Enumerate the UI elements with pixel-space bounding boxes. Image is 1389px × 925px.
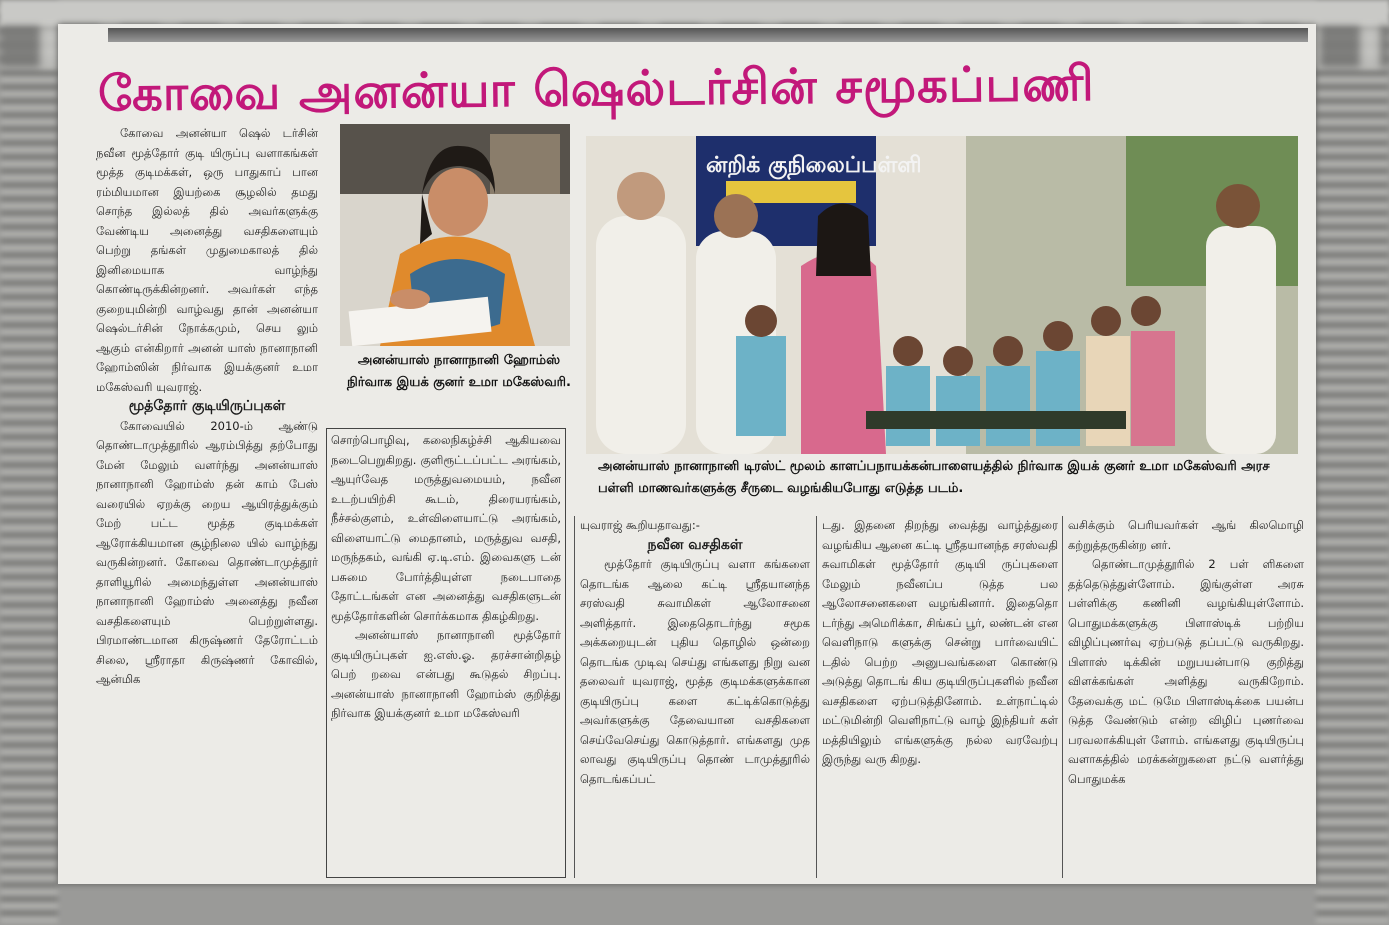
header-rule [108, 28, 1308, 42]
col3-lead: யுவராஜ் கூறியதாவது:- [580, 518, 700, 532]
column-divider [1062, 516, 1063, 878]
school-banner-text: ன்றிக் குநிலைப்பள்ளி [706, 153, 922, 178]
photo-uniform-distribution [586, 136, 1298, 454]
col5-body-1: வசிக்கும் பெரியவர்கள் ஆங் கிலமொழி கற்றுத்தருகின்ற னர். [1068, 518, 1304, 552]
article-column-3 [580, 516, 810, 878]
background-blur-left [0, 0, 58, 925]
photo2-caption: அனன்யாஸ் நானாநானி டிரஸ்ட் மூலம் காளப்பநாயக்கன்பாளையத்தில் நிர்வாக இயக் குனர் உமா மகேஸ்வரி அரச பள்ளி மாணவர்களுக்கு சீருடை வழங்கியபோது எடுத்த படம். [598, 459, 1270, 496]
background-blur-top [0, 0, 1389, 26]
column-divider [816, 516, 817, 878]
col4-body: டது. இதனை திறந்து வைத்து வாழ்த்துரை வழங்கிய ஆனை கட்டி ஸ்ரீதயானந்த சரஸ்வதி சுவாமிகள் மூத்தோர் குடியி ருப்புகளை மேலும் நவீனப்ப டுத்த பல ஆலோசனைகளை வழங்கினார். இதைதொ டர்ந்து அமெரிக்கா, சிங்கப் பூர், லண்டன் என வெளிநாடு களுக்கு சென்று பார்வையிட் டதில் பெற்ற அனுபவங்களை கொண்டு அடுத்து தொடங் கிய குடியிருப்புகளில் நவீன வசதிகளை ஏற்படுத்தினோம். உள்நாட்டில் மட்டுமின்றி வெளிநாட்டு வாழ் இந்தியர் கள் மத்தியிலும் எங்களுக்கு நல்ல வரவேற்பு இருந்து வரு கிறது. [822, 518, 1058, 766]
col2-body-2: அனன்யாஸ் நானாநானி மூத்தோர் குடியிருப்புகள் ஐ.எஸ்.ஓ. தரச்சான்றிதழ் பெற் றவை என்பது கூடுதல் சிறப்பு. அனன்யாஸ் நானாநானி ஹோம்ஸ் குறித்து நிர்வாக இயக்குனர் உமா மகேஸ்வரி [331, 628, 561, 720]
photo1-caption: அனன்யாஸ் நானாநானி ஹோம்ஸ் நிர்வாக இயக் குனர் உமா மகேஸ்வரி. [347, 353, 571, 390]
article-headline: கோவை அனன்யா ஷெல்டர்சின் சமூகப்பணி [97, 55, 1095, 123]
col1-intro: கோவை அனன்யா ஷெல் டர்சின் நவீன மூத்தோர் குடி யிருப்பு வளாகங்கள் மூத்த குடிமக்கள், ஒரு பாதுகாப் பான ரம்மியமான இயற்கை சூழலில் தமது சொந்த இல்லத் தில் அவர்களுக்கு வேண்டிய அனைத்து வசதிகளையும் பெற்று தங்கள் முதுமைகாலத் தில் இனிமையாக வாழ்ந்து கொண்டிருக்கின்றனர். அவர்கள் எந்த குறையுமின்றி வாழ்வது தான் அனன்யா ஷெல்டர்சின் நோக்கமும், செய லும் ஆகும் என்கிறார் அனன் யாஸ் நானாநானி ஹோம்ஸின் நிர்வாக இயக்குனர் உமா மகேஸ்வரி யுவராஜ். [96, 126, 318, 394]
col5-body-2: தொண்டாமுத்தூரில் 2 பள் ளிகளை தத்தெடுத்துள்ளோம். இங்குள்ள அரசு பள்ளிக்கு கணினி வழங்கியுள்ளோம். பொதுமக்களுக்கு பிளாஸ்டிக் பற்றிய விழிப்புணர்வு ஏற்படுத் தப்பட்டு வருகிறது. பிளாஸ் டிக்கின் மறுபயன்பாடு குறித்து விளக்கங்கள் அளித்து வருகிறோம். தேவைக்கு மட் டுமே பிளாஸ்டிக்கை பயன்ப டுத்த வேண்டும் என்ற விழிப் புணர்வை பரவலாக்கியுள் ளோம். எங்களது குடியிருப்பு வளாகத்தில் மரக்கன்றுகளை நட்டு வளர்த்து பொதுமக்க [1068, 557, 1304, 786]
col1-subheading: மூத்தோர் குடியிருப்புகள் [128, 398, 286, 414]
col3-body: மூத்தோர் குடியிருப்பு வளா கங்களை தொடங்க ஆலை கட்டி ஸ்ரீதயானந்த சரஸ்வதி சுவாமிகள் ஆலோசனை அளித்தார். இதைதொடர்ந்து சமூக அக்கறையுடன் புதிய தொழில் ஒன்றை தொடங்க முடிவு செய்து எங்களது நிறு வன தலைவர் யுவராஜ், மூத்த குடிமக்களுக்கான குடியிருப்பு களை கட்டிக்கொடுத்து அவர்களுக்கு தேவையான வசதிகளை செய்வேசெய்து கொடுத்தார். எங்களது முத லாவது குடியிருப்பு தொண் டாமுத்தூரில் தொடங்கப்பட் [580, 557, 810, 786]
column-divider [574, 516, 575, 878]
article-column-1 [96, 124, 318, 879]
col1-body: கோவையில் 2010-ம் ஆண்டு தொண்டாமுத்தூரில் ஆரம்பித்து தற்போது மேன் மேலும் வளர்ந்து அனன்யாஸ் நானாநானி ஹோம்ஸ் தன் காம் பேஸ் வரையில் ஏறக்கு றைய ஆயிரத்துக்கும் மேற் பட்ட மூத்த குடிமக்கள் ஆரோக்கியமான சூழ்நிலை யில் வாழ்ந்து வருகின்றனர். கோவை தொண்டாமுத்தூர் தாளியூரில் அமைந்துள்ள அனன்யாஸ் நானாநானி ஹோம்ஸ் அனைத்து நவீன வசதிகளையும் பெற்றுள்ளது. பிரமாண்டமான கிருஷ்ணர் தேரோட்டம் சிலை, ஸ்ரீராதா கிருஷ்ணர் கோவில், ஆன்மிக [96, 418, 318, 686]
article-column-2 [326, 428, 566, 878]
background-blur-right [1316, 0, 1389, 925]
event-illustration [586, 136, 1298, 454]
col2-body-1: சொற்பொழிவு, கலைநிகழ்ச்சி ஆகியவை நடைபெறுகிறது. குளிரூட்டப்பட்ட அரங்கம், ஆயுர்வேத மருத்துவமையம், நவீன உடற்பயிற்சி கூடம், திரையரங்கம், நீச்சல்குளம், உள்விளையாட்டு அரங்கம், விளையாட்டு மைதானம், மருத்துவ வசதி, மருந்தகம், வங்கி ஏ.டி.எம். இவைகளு டன் பசுமை போர்த்தியுள்ள நடைபாதை தோட்டங்கள் என அனைத்து வசதிகளுடன் மூத்தோர்களின் சொர்க்கமாக திகழ்கிறது. [331, 433, 561, 623]
col3-subheading: நவீன வசதிகள் [647, 536, 743, 553]
article-column-5 [1068, 516, 1304, 878]
article-column-4 [822, 516, 1058, 878]
newspaper-clipping [58, 24, 1316, 884]
portrait-illustration [340, 124, 570, 346]
photo-director-portrait [340, 124, 570, 346]
